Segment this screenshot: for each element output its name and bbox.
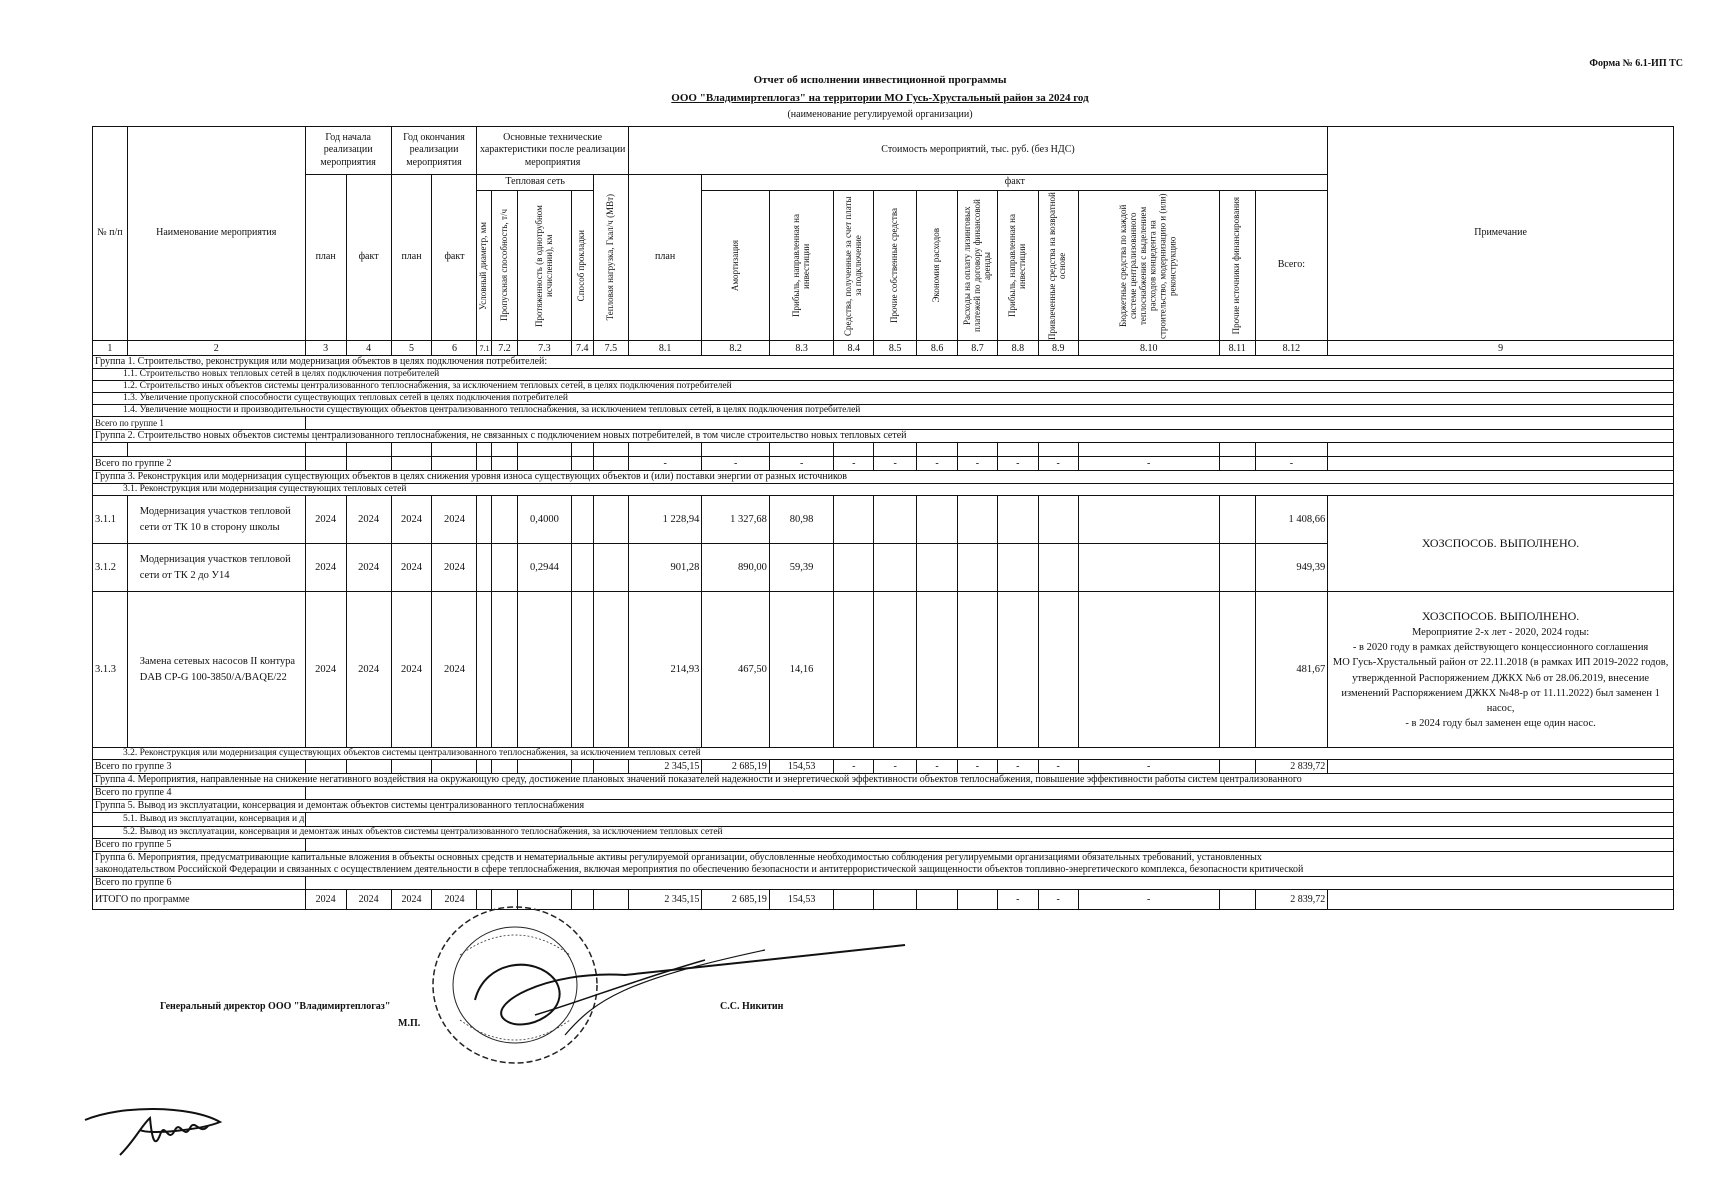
itogo-ys-fact: 2024 bbox=[346, 890, 391, 910]
stamp-placeholder: М.П. bbox=[398, 1018, 421, 1029]
col-header-ye-plan: план bbox=[391, 175, 432, 341]
signatory-name: С.С. Никитин bbox=[720, 1001, 784, 1012]
col-header-own: Прочие собственные средства bbox=[889, 208, 900, 323]
col-header-cost-plan: план bbox=[628, 175, 702, 341]
subgroup-5-2: 5.2. Вывод из эксплуатации, консервация и демонтаж иных объектов системы централизованного теплоснабжения, за исключением тепловых сетей bbox=[93, 827, 1674, 839]
col-num: 8.8 bbox=[997, 341, 1038, 356]
dash: - bbox=[997, 457, 1038, 471]
program-total-label: ИТОГО по программе bbox=[93, 890, 306, 910]
row-name: Модернизация участков тепловой сети от ТК 2 до У14 bbox=[127, 544, 305, 592]
signatory-position: Генеральный директор ООО "Владимиртеплогаз" bbox=[160, 1001, 391, 1012]
col-header-laying: Способ прокладки bbox=[576, 229, 587, 302]
report-title: Отчет об исполнении инвестиционной программы bbox=[753, 74, 1007, 86]
col-num: 8.2 bbox=[702, 341, 769, 356]
col-header-budget: Бюджетные средства по каждой системе централизованного теплоснабжения с выделением расходов концедента на строительство, модернизацию и (или) реконструкцию bbox=[1118, 192, 1178, 339]
year-end-fact: 2024 bbox=[432, 592, 477, 748]
col-header-note: Примечание bbox=[1328, 127, 1674, 341]
col-header-tech: Основные технические характеристики после реализации мероприятия bbox=[477, 127, 628, 175]
group-4-total: Всего по группе 4 bbox=[93, 787, 306, 800]
group-4-title: Группа 4. Мероприятия, направленные на снижение негативного воздействия на окружающую среду, достижение плановых значений показателей надежности и энергетической эффективности объектов теплоснабжения, повышение эффективности работы систем централизованного bbox=[93, 774, 1674, 787]
subgroup-1-1: 1.1. Строительство новых тепловых сетей в целях подключения потребителей bbox=[93, 369, 1674, 381]
group-3-title: Группа 3. Реконструкция или модернизация существующих объектов в целях снижения уровня износа существующих объектов и (или) поставки энергии от разных источников bbox=[93, 471, 1674, 484]
row-name: Модернизация участков тепловой сети от ТК 10 в сторону школы bbox=[127, 496, 305, 544]
col-num: 9 bbox=[1328, 341, 1674, 356]
cost-plan: 901,28 bbox=[628, 544, 702, 592]
col-header-year-end: Год окончания реализации мероприятия bbox=[391, 127, 477, 175]
col-header-ye-fact: факт bbox=[432, 175, 477, 341]
col-header-heat-network: Тепловая сеть bbox=[477, 175, 594, 191]
col-header-capacity: Пропускная способность, т/ч bbox=[498, 209, 509, 322]
subgroup-3-1: 3.1. Реконструкция или модернизация существующих тепловых сетей bbox=[93, 484, 1674, 496]
year-end-plan: 2024 bbox=[391, 592, 432, 748]
group-2-title: Группа 2. Строительство новых объектов системы централизованного теплоснабжения, не связанных с подключением новых потребителей, в том числе строительство новых тепловых сетей bbox=[93, 430, 1674, 443]
col-header-amort: Амортизация bbox=[729, 239, 740, 292]
group-5-total: Всего по группе 5 bbox=[93, 839, 306, 852]
itogo-ys-plan: 2024 bbox=[305, 890, 346, 910]
initials-signature-icon bbox=[80, 1100, 230, 1160]
dash: - bbox=[958, 760, 998, 774]
dash: - bbox=[1078, 457, 1219, 471]
subgroup-1-3: 1.3. Увеличение пропускной способности существующих тепловых сетей в целях подключения потребителей bbox=[93, 393, 1674, 405]
col-num: 8.7 bbox=[958, 341, 998, 356]
col-header-length: Протяженность (в однотрубном исчислении), км bbox=[533, 204, 554, 327]
col-num: 8.5 bbox=[874, 341, 917, 356]
table-row bbox=[93, 592, 1674, 748]
subgroup-1-2: 1.2. Строительство иных объектов системы централизованного теплоснабжения, за исключением тепловых сетей, в целях подключения потребителей bbox=[93, 381, 1674, 393]
col-num: 8.6 bbox=[917, 341, 958, 356]
note-row-1-2: ХОЗСПОСОБ. ВЫПОЛНЕНО. bbox=[1328, 496, 1674, 592]
year-end-plan: 2024 bbox=[391, 496, 432, 544]
g3-total-profit: 154,53 bbox=[769, 760, 833, 774]
col-num: 7.3 bbox=[518, 341, 571, 356]
col-num: 3 bbox=[305, 341, 346, 356]
year-start-plan: 2024 bbox=[305, 544, 346, 592]
dash: - bbox=[958, 457, 998, 471]
itogo-amort: 2 685,19 bbox=[702, 890, 769, 910]
dash: - bbox=[1038, 760, 1078, 774]
col-header-diameter: Условный диаметр, мм bbox=[478, 221, 489, 310]
dash: - bbox=[1255, 457, 1328, 471]
row-num: 3.1.2 bbox=[93, 544, 128, 592]
dash: - bbox=[702, 457, 769, 471]
group-6-title-line2: законодательством Российской Федерации и связанных с осуществлением деятельности в сфере теплоснабжения, включая мероприятия по обеспечению безопасности и антитеррористической защищенности объектов топливно-энергетического комплекса, безопасности критической bbox=[93, 864, 1674, 877]
group-2-total: Всего по группе 2 bbox=[93, 457, 306, 471]
itogo-ye-fact: 2024 bbox=[432, 890, 477, 910]
group-1-title: Группа 1. Строительство, реконструкция или модернизация объектов в целях подключения потребителей: bbox=[93, 356, 1674, 369]
subgroup-5-1: 5.1. Вывод из эксплуатации, консервация и д bbox=[93, 813, 306, 827]
director-signature-icon bbox=[465, 940, 945, 1050]
col-num: 8.11 bbox=[1219, 341, 1255, 356]
cost-profit: 59,39 bbox=[769, 544, 833, 592]
col-header-cost: Стоимость мероприятий, тыс. руб. (без НДС) bbox=[628, 127, 1327, 175]
col-header-fact-group: факт bbox=[702, 175, 1328, 191]
col-header-name: Наименование мероприятия bbox=[127, 127, 305, 341]
dash: - bbox=[1078, 890, 1219, 910]
col-num: 1 bbox=[93, 341, 128, 356]
year-start-fact: 2024 bbox=[346, 544, 391, 592]
table-row bbox=[93, 496, 1674, 544]
report-subtitle: ООО "Владимиртеплогаз" на территории МО Гусь-Хрустальный район за 2024 год bbox=[671, 92, 1089, 104]
year-start-fact: 2024 bbox=[346, 496, 391, 544]
col-header-num: № п/п bbox=[93, 127, 128, 341]
year-start-plan: 2024 bbox=[305, 592, 346, 748]
cost-total: 1 408,66 bbox=[1255, 496, 1328, 544]
col-num: 8.10 bbox=[1078, 341, 1219, 356]
col-num: 4 bbox=[346, 341, 391, 356]
g3-total-plan: 2 345,15 bbox=[628, 760, 702, 774]
col-num: 5 bbox=[391, 341, 432, 356]
dash: - bbox=[874, 457, 917, 471]
organization-caption: (наименование регулируемой организации) bbox=[787, 109, 973, 120]
col-num: 7.1 bbox=[477, 341, 491, 356]
col-num: 7.2 bbox=[491, 341, 518, 356]
year-end-fact: 2024 bbox=[432, 544, 477, 592]
subgroup-3-2: 3.2. Реконструкция или модернизация существующих объектов системы централизованного теплоснабжения, за исключением тепловых сетей bbox=[93, 748, 1674, 760]
note-line: - в 2024 году был заменен еще один насос. bbox=[1405, 718, 1596, 730]
cost-amort: 1 327,68 bbox=[702, 496, 769, 544]
itogo-ye-plan: 2024 bbox=[391, 890, 432, 910]
col-header-profit: Прибыль, направленная на инвестиции bbox=[790, 214, 811, 317]
group-5-title: Группа 5. Вывод из эксплуатации, консервация и демонтаж объектов системы централизованного теплоснабжения bbox=[93, 800, 1674, 813]
dash: - bbox=[874, 760, 917, 774]
col-num: 7.5 bbox=[593, 341, 628, 356]
dash: - bbox=[628, 457, 702, 471]
cost-profit: 80,98 bbox=[769, 496, 833, 544]
col-header-total: Всего: bbox=[1255, 191, 1328, 341]
dash: - bbox=[1078, 760, 1219, 774]
group-6-total: Всего по группе 6 bbox=[93, 877, 306, 890]
g3-total-amort: 2 685,19 bbox=[702, 760, 769, 774]
cost-plan: 1 228,94 bbox=[628, 496, 702, 544]
form-number: Форма № 6.1-ИП ТС bbox=[1589, 58, 1683, 69]
col-num: 6 bbox=[432, 341, 477, 356]
year-end-fact: 2024 bbox=[432, 496, 477, 544]
length-value: 0,4000 bbox=[518, 496, 571, 544]
col-num: 8.4 bbox=[834, 341, 874, 356]
col-num: 8.9 bbox=[1038, 341, 1078, 356]
col-header-other-src: Прочие источники финансирования bbox=[1231, 196, 1242, 335]
cost-amort: 890,00 bbox=[702, 544, 769, 592]
cost-amort: 467,50 bbox=[702, 592, 769, 748]
year-end-plan: 2024 bbox=[391, 544, 432, 592]
cost-total: 949,39 bbox=[1255, 544, 1328, 592]
subgroup-1-4: 1.4. Увеличение мощности и производительности существующих объектов централизованного теплоснабжения, за исключением тепловых сетей, в целях подключения потребителей bbox=[93, 405, 1674, 417]
col-num: 8.3 bbox=[769, 341, 833, 356]
col-num: 8.12 bbox=[1255, 341, 1328, 356]
col-num: 8.1 bbox=[628, 341, 702, 356]
g3-total-sum: 2 839,72 bbox=[1255, 760, 1328, 774]
year-start-fact: 2024 bbox=[346, 592, 391, 748]
length-value: 0,2944 bbox=[518, 544, 571, 592]
note-line: МО Гусь-Хрустальный район от 22.11.2018 (в рамках ИП 2019-2022 годов, утвержденной Распоряжением ДЖКХ №6 от 28.06.2019, внесение изменений Распоряжением ДЖКХ №48-р от 11.11.2022) был заменен 1 насос, bbox=[1332, 657, 1669, 715]
note-row-3 bbox=[1328, 592, 1674, 748]
col-header-profit-inv: Прибыль, направленная на инвестиции bbox=[1006, 214, 1027, 317]
row-name: Замена сетевых насосов II контура DAB CP-G 100-3850/A/BAQE/22 bbox=[127, 592, 305, 748]
year-start-plan: 2024 bbox=[305, 496, 346, 544]
group-6-title-line1: Группа 6. Мероприятия, предусматривающие капитальные вложения в объекты основных средств и нематериальные активы регулируемой организации, обусловленные необходимостью соблюдения регулируемыми организациями обязательных требований, установленных bbox=[93, 852, 1674, 865]
cost-profit: 14,16 bbox=[769, 592, 833, 748]
dash: - bbox=[834, 457, 874, 471]
itogo-profit: 154,53 bbox=[769, 890, 833, 910]
itogo-total: 2 839,72 bbox=[1255, 890, 1328, 910]
col-header-year-start: Год начала реализации мероприятия bbox=[305, 127, 391, 175]
dash: - bbox=[917, 457, 958, 471]
group-3-total: Всего по группе 3 bbox=[93, 760, 306, 774]
row-num: 3.1.3 bbox=[93, 592, 128, 748]
itogo-plan: 2 345,15 bbox=[628, 890, 702, 910]
col-header-connection: Средства, полученные за счет платы за подключение bbox=[842, 195, 863, 336]
column-number-row bbox=[93, 341, 1674, 356]
col-num: 7.4 bbox=[571, 341, 593, 356]
dash: - bbox=[769, 457, 833, 471]
cost-total: 481,67 bbox=[1255, 592, 1328, 748]
note-line: - в 2020 году в рамках действующего концессионного соглашения bbox=[1352, 642, 1649, 654]
col-header-ys-plan: план bbox=[305, 175, 346, 341]
dash: - bbox=[997, 760, 1038, 774]
col-header-economy: Экономия расходов bbox=[931, 228, 942, 303]
col-header-borrowed: Привлеченные средства на возвратной основе bbox=[1047, 191, 1068, 340]
group-1-total: Всего по группе 1 bbox=[93, 417, 306, 430]
report-table bbox=[92, 126, 1674, 910]
col-header-load: Тепловая нагрузка, Гкал/ч (МВт) bbox=[604, 194, 615, 321]
dash: - bbox=[834, 760, 874, 774]
dash: - bbox=[1038, 457, 1078, 471]
col-header-ys-fact: факт bbox=[346, 175, 391, 341]
col-num: 2 bbox=[127, 341, 305, 356]
dash: - bbox=[1038, 890, 1078, 910]
cost-plan: 214,93 bbox=[628, 592, 702, 748]
dash: - bbox=[917, 760, 958, 774]
row-num: 3.1.1 bbox=[93, 496, 128, 544]
dash: - bbox=[997, 890, 1038, 910]
note-line: Мероприятие 2-х лет - 2020, 2024 годы: bbox=[1411, 626, 1590, 638]
note-line: ХОЗСПОСОБ. ВЫПОЛНЕНО. bbox=[1421, 608, 1580, 623]
col-header-leasing: Расходы на оплату лизинговых платежей по договору финансовой аренды bbox=[961, 199, 992, 332]
